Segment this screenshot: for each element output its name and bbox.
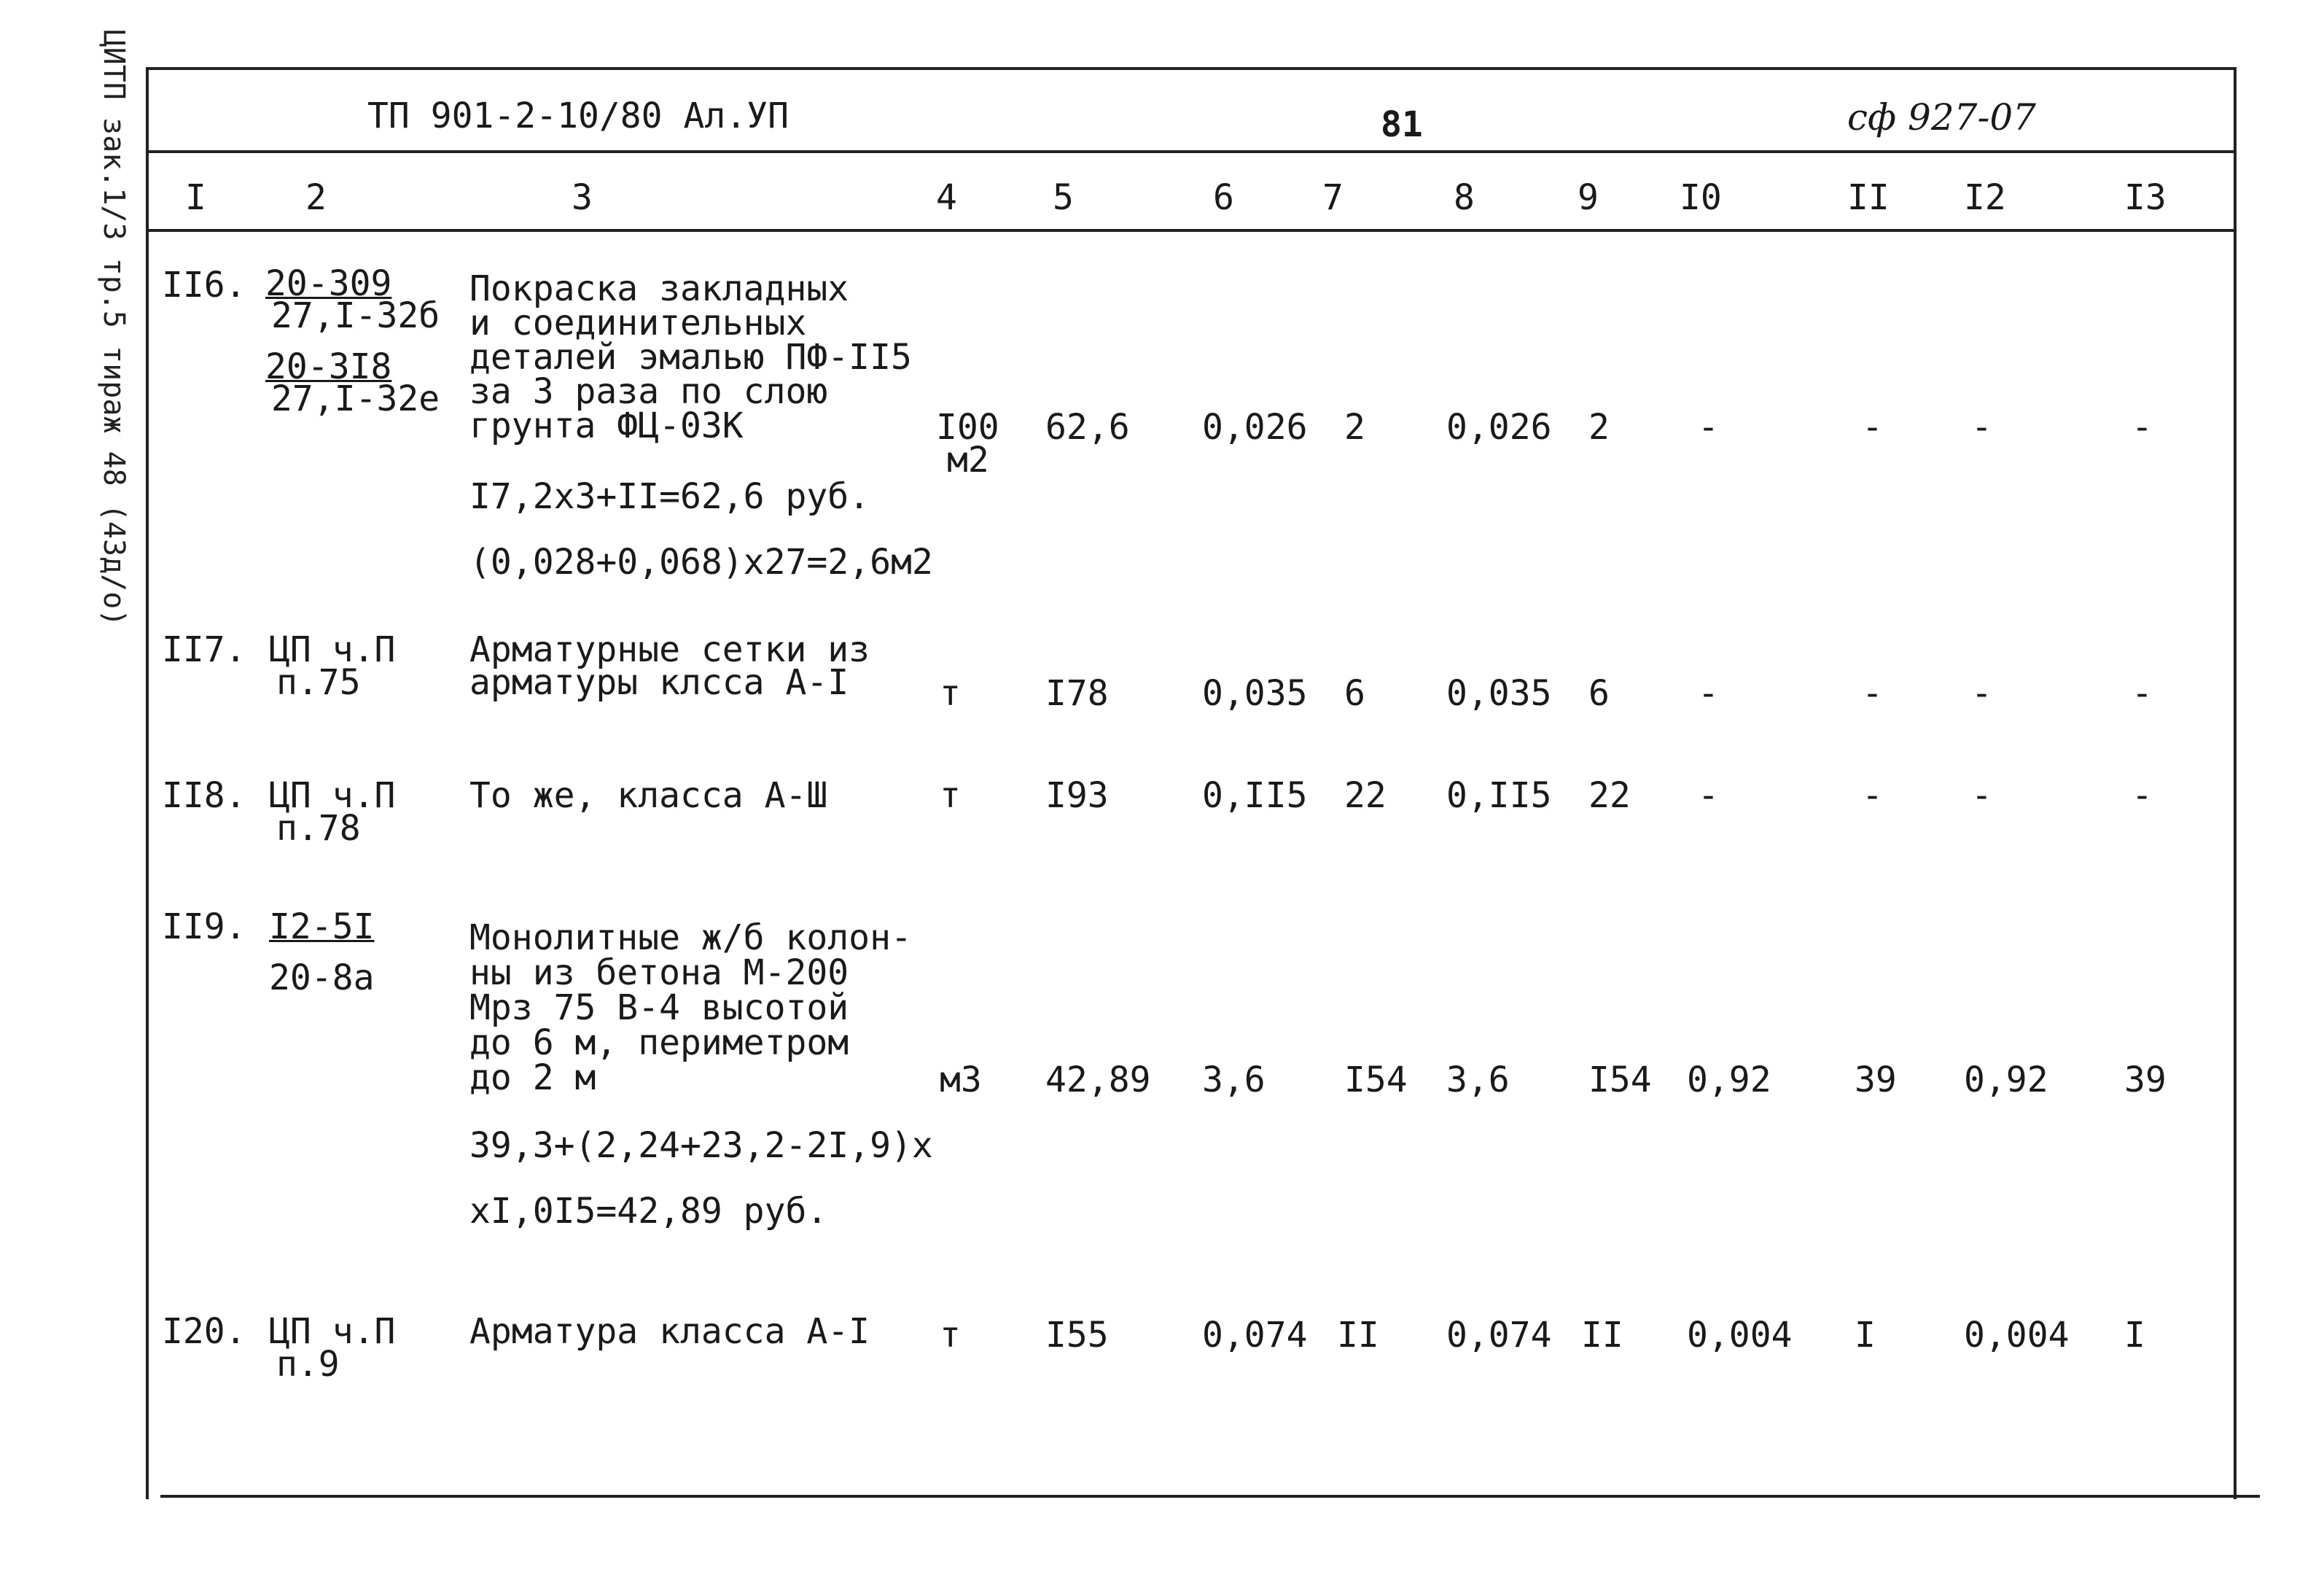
cell-c7: I54 xyxy=(1344,1060,1408,1100)
cell-c9: 22 xyxy=(1588,775,1631,816)
row-number: II8. xyxy=(162,775,246,816)
side-stamp xyxy=(70,29,157,627)
row-description: Монолитные ж/б колон- xyxy=(469,917,912,958)
cell-c7: 22 xyxy=(1344,775,1387,816)
cell-c11: - xyxy=(1862,673,1883,714)
row-ref: п.75 xyxy=(276,662,361,703)
cell-c13: - xyxy=(2132,673,2153,714)
cell-c6: 0,035 xyxy=(1202,673,1308,714)
cell-c12: - xyxy=(1971,407,1992,448)
cell-c11: I xyxy=(1855,1315,1876,1356)
cell-c6: 0,074 xyxy=(1202,1315,1308,1356)
row-description: грунта ФЦ-03К xyxy=(469,405,744,446)
cell-c7: 6 xyxy=(1344,673,1365,714)
row-description: и соединительных xyxy=(469,303,807,343)
cell-c11: 39 xyxy=(1855,1060,1897,1100)
cell-c6: 3,6 xyxy=(1202,1060,1266,1100)
cell-c12: - xyxy=(1971,673,1992,714)
row-unit: т xyxy=(940,775,961,816)
cell-c8: 0,II5 xyxy=(1446,775,1552,816)
row-description: ны из бетона М-200 xyxy=(469,952,849,993)
row-ref: ЦП ч.П xyxy=(269,775,396,816)
cell-c13: I xyxy=(2124,1315,2145,1356)
row-ref: 20-3I8 xyxy=(265,346,392,387)
col-header: I xyxy=(185,177,206,218)
cell-c5: I78 xyxy=(1045,673,1109,714)
row-ref: 20-309 xyxy=(265,263,392,304)
cell-c5: 42,89 xyxy=(1045,1060,1151,1100)
col-header: I0 xyxy=(1680,177,1722,218)
cell-c8: 0,074 xyxy=(1446,1315,1552,1356)
cell-c12: 0,004 xyxy=(1964,1315,2070,1356)
row-calculation: I7,2х3+II=62,6 руб. xyxy=(469,476,870,517)
bottom-border xyxy=(160,1495,2260,1498)
row-ref: 27,I-32б xyxy=(271,295,440,336)
row-number: II6. xyxy=(162,265,246,306)
cell-c9: I54 xyxy=(1588,1060,1652,1100)
cell-c6: 0,II5 xyxy=(1202,775,1308,816)
row-description: за 3 раза по слою xyxy=(469,371,828,412)
col-header: 5 xyxy=(1053,177,1074,218)
row-unit: т xyxy=(940,1315,961,1356)
row-description: Арматурные сетки из xyxy=(469,629,870,670)
row-description: арматуры клсса А-I xyxy=(469,662,849,703)
side-stamp-text: ЦИТП зак.1/3 тр.5 тираж 48 (43д/о) xyxy=(97,29,130,627)
cell-c13: 39 xyxy=(2124,1060,2167,1100)
row-description: Покраска закладных xyxy=(469,268,849,309)
row-description: до 2 м xyxy=(469,1057,596,1098)
cell-c7: 2 xyxy=(1344,407,1365,448)
row-description: Арматура класса А-I xyxy=(469,1311,870,1352)
col-header: 6 xyxy=(1213,177,1234,218)
row-calculation: хI,0I5=42,89 руб. xyxy=(469,1191,828,1232)
col-header: 7 xyxy=(1322,177,1344,218)
cell-c9: 6 xyxy=(1588,673,1610,714)
row-ref: ЦП ч.П xyxy=(269,629,396,670)
cell-c10: 0,92 xyxy=(1687,1060,1771,1100)
row-number: II9. xyxy=(162,906,246,947)
doc-code: ТП 901-2-10/80 Ал.УП xyxy=(367,96,789,136)
cell-c13: - xyxy=(2132,775,2153,816)
cell-c5: 62,6 xyxy=(1045,407,1130,448)
cell-c8: 0,035 xyxy=(1446,673,1552,714)
cell-c8: 3,6 xyxy=(1446,1060,1510,1100)
cell-c10: - xyxy=(1698,775,1719,816)
cell-c5: I55 xyxy=(1045,1315,1109,1356)
document-sheet xyxy=(146,67,2237,1499)
cell-c5: I93 xyxy=(1045,775,1109,816)
row-ref: 27,I-32е xyxy=(271,378,440,419)
header-divider xyxy=(149,150,2234,153)
row-description: Мрз 75 В-4 высотой xyxy=(469,987,849,1028)
col-header: II xyxy=(1847,177,1890,218)
cell-c10: - xyxy=(1698,673,1719,714)
row-description: деталей эмалью ПФ-II5 xyxy=(469,337,912,378)
col-header: 9 xyxy=(1578,177,1599,218)
cell-c8: 0,026 xyxy=(1446,407,1552,448)
col-header: 4 xyxy=(936,177,957,218)
col-header: I3 xyxy=(2124,177,2167,218)
row-number: I20. xyxy=(162,1311,246,1352)
cell-c10: - xyxy=(1698,407,1719,448)
row-ref: п.9 xyxy=(276,1344,340,1385)
cell-c11: - xyxy=(1862,775,1883,816)
row-ref: п.78 xyxy=(276,808,361,849)
column-header-divider xyxy=(149,229,2234,232)
sheet-code: сф 927-07 xyxy=(1847,96,2036,139)
cell-c9: II xyxy=(1581,1315,1623,1356)
col-header: 8 xyxy=(1454,177,1475,218)
cell-c13: - xyxy=(2132,407,2153,448)
row-unit: т xyxy=(940,673,961,714)
col-header: I2 xyxy=(1964,177,2006,218)
row-unit: I00 xyxy=(936,407,999,448)
row-ref: 20-8а xyxy=(269,957,375,998)
row-calculation: (0,028+0,068)х27=2,6м2 xyxy=(469,542,933,583)
row-ref: ЦП ч.П xyxy=(269,1311,396,1352)
row-ref: I2-5I xyxy=(269,906,375,947)
cell-c6: 0,026 xyxy=(1202,407,1308,448)
row-number: II7. xyxy=(162,629,246,670)
cell-c7: II xyxy=(1337,1315,1379,1356)
col-header: 2 xyxy=(305,177,327,218)
row-unit: м3 xyxy=(940,1060,982,1100)
col-header: 3 xyxy=(572,177,593,218)
row-description: до 6 м, периметром xyxy=(469,1022,849,1063)
cell-c11: - xyxy=(1862,407,1883,448)
row-description: То же, класса А-Ш xyxy=(469,775,828,816)
cell-c9: 2 xyxy=(1588,407,1610,448)
row-calculation: 39,3+(2,24+23,2-2I,9)х xyxy=(469,1125,933,1166)
page-number: 81 xyxy=(1381,104,1423,145)
cell-c10: 0,004 xyxy=(1687,1315,1793,1356)
cell-c12: 0,92 xyxy=(1964,1060,2048,1100)
row-unit-sub: м2 xyxy=(947,440,989,481)
cell-c12: - xyxy=(1971,775,1992,816)
